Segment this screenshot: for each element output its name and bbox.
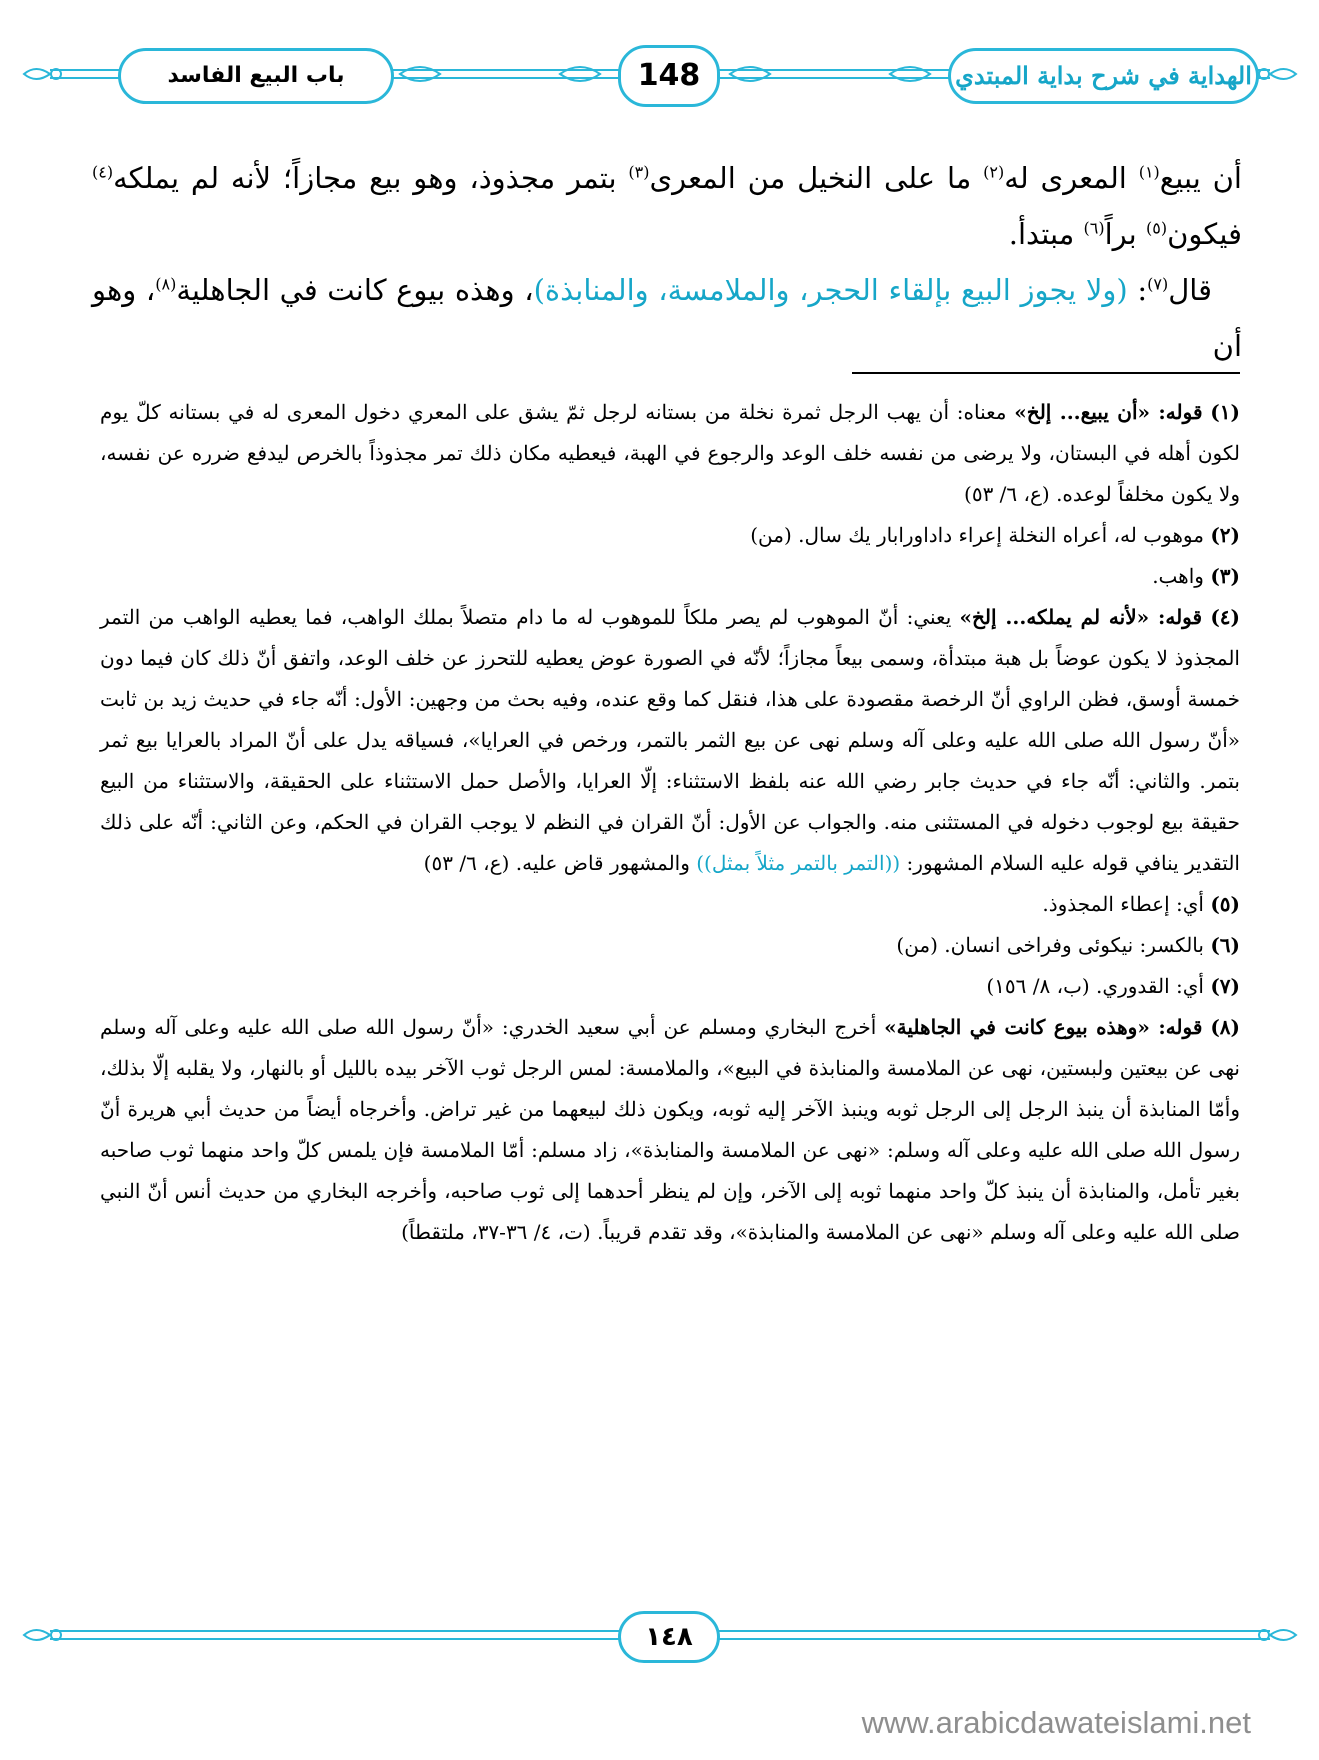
footnotes (100, 392, 1240, 1253)
chapter-title: باب البيع الفاسد (118, 48, 394, 104)
footnote-6: (٦) بالكسر: نيكوئى وفراخى انسان. (من) (896, 933, 1240, 957)
website-watermark: www.arabicdawateislami.net (861, 1705, 1251, 1740)
footnote-7: (٧) أي: القدوري. (ب، ٨/ ١٥٦) (986, 974, 1240, 998)
page-footer (0, 1605, 1319, 1665)
footer-page-number: ١٤٨ (618, 1611, 720, 1663)
footnote-5: (٥) أي: إعطاء المجذوذ. (1042, 892, 1240, 916)
matn-highlight: (ولا يجوز البيع بإلقاء الحجر، والملامسة، والمنابذة) (533, 273, 1128, 307)
footnote-separator (852, 372, 1240, 374)
main-paragraph-2: قال$^{(٧)}$: (ولا يجوز البيع بإلقاء الحجر، والملامسة، والمنابذة)، وهذه بيوع كانت في الجاهلية$^{(٨)}$، وهو أن (92, 273, 1242, 363)
footnote-4: (٤) قوله: «لأنه لم يملكه... إلخ» يعني: أنّ الموهوب لم يصر ملكاً للموهوب له ما دام متصلاً بملك الواهب، فما يعطيه الواهب من التمر المجذوذ لا يكون عوضاً بل هبة مبتدأة، وسمى بيعاً مجازاً؛ لأنّه في الصورة عوض يعطيه للتحرز عن خلف الوعد، واتفق أنّ ذلك كان فيما دون خمسة أوسق، فظن الراوي أنّ الرخصة مقصودة على هذا، فنقل كما وقع عنده، وفيه بحث من وجهين: الأول: أنّه جاء في حديث زيد بن ثابت «أنّ رسول الله صلى الله عليه وعلى آله وسلم نهى عن بيع الثمر بالتمر، ورخص في العرايا»، فسياقه يدل على أنّ المراد بالعرايا بيع ثمر بتمر. والثاني: أنّه جاء في حديث جابر رضي الله عنه بلفظ الاستثناء: إلّا العرايا، والأصل حمل الاستثناء على الحقيقة، والاستثناء من البيع حقيقة بيع لوجوب دخوله في المستثنى منه. والجواب عن الأول: أنّ القران في النظم لا يوجب القران في الحكم، وعن الثاني: أنّه على ذلك التقدير ينافي قوله عليه السلام المشهور: ((التمر بالتمر مثلاً بمثل)) والمشهور قاض عليه. (ع، ٦/ ٥٣) (100, 605, 1241, 875)
page-number: 148 (618, 45, 720, 107)
footnote-2: (٢) موهوب له، أعراه النخلة إعراء داداورابار يك سال. (من) (750, 523, 1240, 547)
footnote-1: (١) قوله: «أن يبيع... إلخ» معناه: أن يهب الرجل ثمرة نخلة من بستانه لرجل ثمّ يشق على المعري دخول المعرى له في بستانه كلّ يوم لكون أهله في البستان، ولا يرضى من نفسه خلف الوعد والرجوع في الهبة، فيعطيه مكان ذلك تمر مجذوذاً بالخرص ليدفع ضرره عن نفسه، ولا يكون مخلفاً لوعده. (ع، ٦/ ٥٣) (100, 400, 1240, 506)
hadith-highlight: ((التمر بالتمر مثلاً بمثل)) (696, 851, 901, 875)
main-paragraph-1: أن يبيع$^{(١)}$ المعرى له$^{(٢)}$ ما على النخيل من المعرى$^{(٣)}$ بتمر مجذوذ، وهو بيع مجازاً؛ لأنه لم يملكه$^{(٤)}$ فيكون$^{(٥)}$ براً$^{(٦)}$ مبتدأ. (92, 161, 1242, 251)
book-title: الهداية في شرح بداية المبتدي (948, 48, 1259, 104)
main-text (92, 150, 1242, 374)
footnote-8: (٨) قوله: «وهذه بيوع كانت في الجاهلية» أخرج البخاري ومسلم عن أبي سعيد الخدري: «أنّ رسول الله صلى الله عليه وعلى آله وسلم نهى عن بيعتين ولبستين، نهى عن الملامسة والمنابذة في البيع»، والملامسة: لمس الرجل ثوب الآخر بيده بالليل أو بالنهار، ولا يقلبه إلّا بذلك، وأمّا المنابذة أن ينبذ الرجل إلى الرجل ثوبه وينبذ الآخر إليه ثوبه، ويكون ذلك لبيعهما من غير تراض. وأخرجاه أيضاً من حديث أبي هريرة أنّ رسول الله صلى الله عليه وعلى آله وسلم: «نهى عن الملامسة والمنابذة»، زاد مسلم: أمّا الملامسة فإن يلمس كلّ واحد منهما ثوب صاحبه بغير تأمل، والمنابذة أن ينبذ كلّ واحد منهما ثوبه إلى الآخر، وإن لم ينظر أحدهما إلى ثوب صاحبه، وأخرجه البخاري من حديث أنس أنّ النبي صلى الله عليه وعلى آله وسلم «نهى عن الملامسة والمنابذة»، وقد تقدم قريباً. (ت، ٤/ ٣٦-٣٧، ملتقطاً) (100, 1015, 1240, 1244)
page-header (0, 0, 1319, 120)
footnote-3: (٣) واهب. (1152, 564, 1240, 588)
